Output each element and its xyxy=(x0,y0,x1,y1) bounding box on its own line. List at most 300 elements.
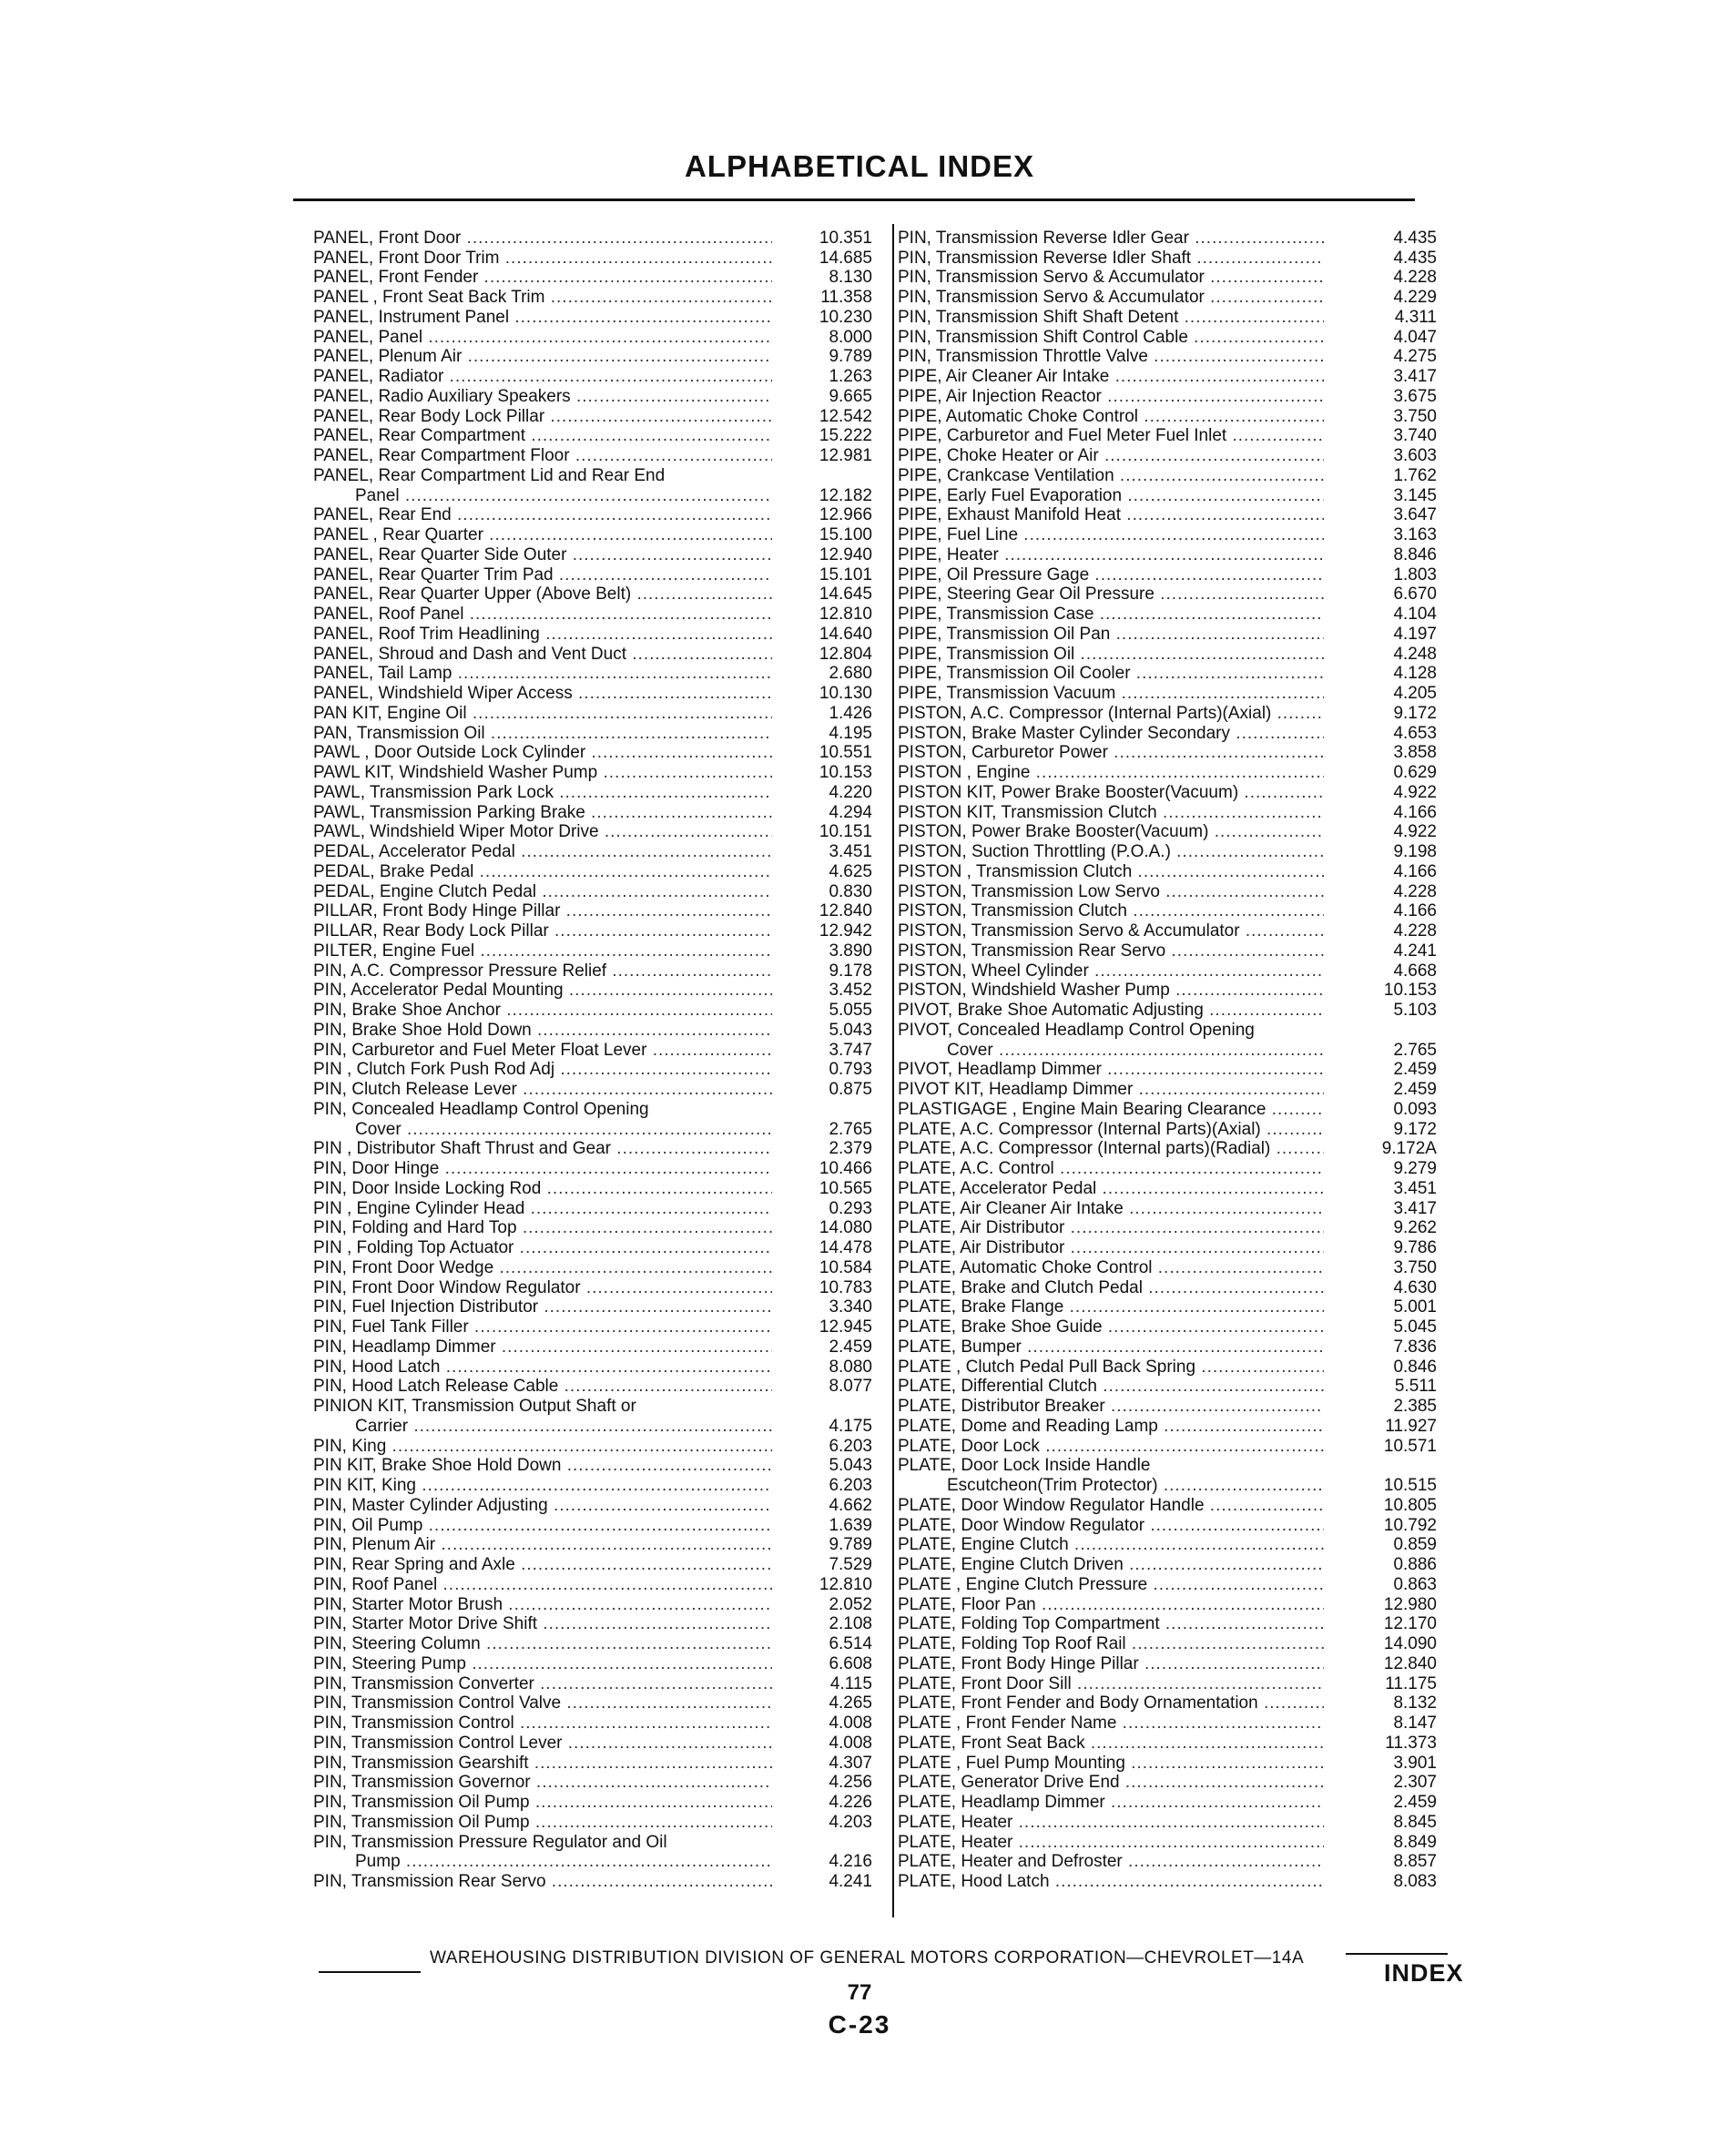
index-entry-name: PIN, Front Door Window Regulator ..... xyxy=(313,1278,772,1297)
index-entry xyxy=(890,802,1457,822)
index-entry xyxy=(890,1436,1457,1456)
index-entry-name: PISTON, Power Brake Booster(Vacuum) ..... xyxy=(890,822,1324,841)
index-entry-page: 14.685 xyxy=(819,248,872,268)
index-entry-page: 4.662 xyxy=(829,1495,872,1515)
index-entry-name: PANEL, Rear Compartment Floor ..... xyxy=(313,446,772,465)
index-entry-page: 5.043 xyxy=(829,1456,872,1476)
index-entry-name: PLATE , Clutch Pedal Pull Back Spring ..... xyxy=(890,1358,1324,1377)
index-entry-page: 0.830 xyxy=(829,881,872,901)
index-entry-name: PISTON, Transmission Servo & Accumulator ..... xyxy=(890,921,1324,941)
index-entry-name: PIVOT, Brake Shoe Automatic Adjusting ..... xyxy=(890,1001,1324,1020)
index-entry-name: PANEL, Front Door Trim ..... xyxy=(313,249,772,268)
index-entry-page: 4.195 xyxy=(829,723,872,743)
index-entry-name: PLATE, Dome and Reading Lamp ..... xyxy=(890,1417,1324,1436)
index-entry-page: 3.675 xyxy=(1393,386,1437,406)
index-entry xyxy=(313,1713,880,1733)
index-entry-name: PLATE, Brake Shoe Guide ..... xyxy=(890,1317,1324,1337)
index-entry-page: 12.810 xyxy=(819,1574,872,1594)
index-entry-page: 4.241 xyxy=(1393,941,1437,961)
index-entry-name: PIPE, Transmission Oil Cooler ..... xyxy=(890,664,1324,683)
index-entry xyxy=(313,901,880,921)
index-entry xyxy=(890,248,1457,268)
index-entry xyxy=(313,1475,880,1495)
index-entry-name: PIN, Transmission Servo & Accumulator ..... xyxy=(890,268,1324,287)
index-entry xyxy=(890,465,1457,485)
index-entry-page: 8.857 xyxy=(1393,1852,1437,1872)
index-entry xyxy=(890,564,1457,585)
index-entry xyxy=(313,485,880,505)
index-entry xyxy=(313,743,880,763)
index-entry-page: 4.166 xyxy=(1393,802,1437,822)
index-entry-name: PLATE, Air Distributor ..... xyxy=(890,1238,1324,1257)
index-entry-name: PIN, Transmission Control Lever ..... xyxy=(313,1734,772,1753)
index-entry xyxy=(313,683,880,703)
index-entry-page: 10.571 xyxy=(1383,1436,1437,1456)
index-entry-name: PEDAL, Brake Pedal ..... xyxy=(313,862,772,881)
page-code: C-23 xyxy=(828,2010,891,2039)
index-entry-name: PANEL, Rear Compartment ..... xyxy=(313,426,772,445)
index-entry xyxy=(313,1773,880,1793)
index-entry xyxy=(890,703,1457,723)
title-rule xyxy=(293,198,1415,201)
index-entry xyxy=(313,802,880,822)
index-entry-page: 0.629 xyxy=(1393,763,1437,782)
index-entry-page: 9.262 xyxy=(1393,1218,1437,1238)
index-entry-name: PLATE , Fuel Pump Mounting ..... xyxy=(890,1754,1324,1773)
index-entry-page: 12.840 xyxy=(1383,1653,1437,1673)
index-entry-name: PANEL, Rear Quarter Side Outer ..... xyxy=(313,545,772,564)
index-entry xyxy=(313,1317,880,1337)
index-entry-page: 3.417 xyxy=(1393,367,1437,386)
page-title: ALPHABETICAL INDEX xyxy=(684,149,1035,183)
index-entry-name: PANEL , Rear Quarter ..... xyxy=(313,525,772,544)
index-entry xyxy=(890,723,1457,743)
index-entry-name: PANEL, Panel ..... xyxy=(313,328,772,347)
index-entry xyxy=(890,1099,1457,1119)
index-entry-page: 8.130 xyxy=(829,268,872,288)
index-entry-name: PIN KIT, Brake Shoe Hold Down ..... xyxy=(313,1456,772,1475)
index-entry-name: PIN, Folding and Hard Top ..... xyxy=(313,1218,772,1237)
index-entry-page: 4.128 xyxy=(1393,664,1437,684)
index-entry xyxy=(890,1594,1457,1614)
index-entry xyxy=(890,1475,1457,1495)
index-entry xyxy=(313,1633,880,1653)
index-entry xyxy=(890,1535,1457,1555)
index-entry-page: 2.459 xyxy=(1393,1080,1437,1099)
index-entry-name: PIPE, Early Fuel Evaporation ..... xyxy=(890,486,1324,505)
index-entry-name: PISTON, Carburetor Power ..... xyxy=(890,743,1324,762)
index-entry xyxy=(313,1020,880,1040)
index-entry-name: PIN, Clutch Release Lever ..... xyxy=(313,1080,772,1099)
index-entry-name: PANEL, Radiator ..... xyxy=(313,367,772,386)
index-entry-page: 4.166 xyxy=(1393,901,1437,921)
index-entry xyxy=(313,406,880,426)
index-entry-page: 4.228 xyxy=(1393,881,1437,901)
index-entry xyxy=(313,465,880,485)
index-entry-page: 4.668 xyxy=(1393,961,1437,981)
index-entry xyxy=(313,1000,880,1020)
index-entry-page: 0.846 xyxy=(1393,1357,1437,1377)
index-entry xyxy=(313,644,880,664)
index-entry xyxy=(890,683,1457,703)
index-entry xyxy=(313,703,880,723)
index-entry xyxy=(313,1554,880,1574)
index-entry-page: 4.228 xyxy=(1393,268,1437,288)
index-entry-name: PLATE, Heater ..... xyxy=(890,1813,1324,1832)
index-entry-name: PIN, Carburetor and Fuel Meter Float Lever ..... xyxy=(313,1041,772,1060)
index-entry-page: 9.789 xyxy=(829,1535,872,1555)
index-entry-name: PLATE, Automatic Choke Control ..... xyxy=(890,1258,1324,1277)
index-entry-name: PIN , Engine Cylinder Head ..... xyxy=(313,1199,772,1218)
index-entry xyxy=(313,1357,880,1377)
index-entry-page: 4.307 xyxy=(829,1753,872,1773)
index-entry-page: 2.459 xyxy=(1393,1060,1437,1080)
index-entry xyxy=(890,1377,1457,1397)
index-entry xyxy=(313,1653,880,1673)
index-entry xyxy=(890,268,1457,288)
index-entry-page: 4.311 xyxy=(1394,307,1437,327)
index-entry-page: 2.052 xyxy=(829,1594,872,1614)
index-entry-page: 0.863 xyxy=(1393,1574,1437,1594)
index-entry-name: PISTON, Transmission Rear Servo ..... xyxy=(890,941,1324,961)
index-entry-name: PLATE, Brake and Clutch Pedal ..... xyxy=(890,1278,1324,1297)
index-entry-name: PLATE, Front Fender and Body Ornamentation ..... xyxy=(890,1693,1324,1713)
index-entry-name: PANEL, Rear End ..... xyxy=(313,505,772,524)
index-entry xyxy=(890,1158,1457,1178)
index-entry-name: PIPE, Heater ..... xyxy=(890,545,1324,564)
index-entry-name: PIN, Plenum Air ..... xyxy=(313,1535,772,1554)
index-entry-page: 9.789 xyxy=(829,347,872,367)
index-entry-page: 8.147 xyxy=(1393,1714,1437,1733)
index-entry-page: 10.151 xyxy=(819,822,872,842)
index-entry xyxy=(313,981,880,1001)
index-entry-name: PLATE, Folding Top Compartment ..... xyxy=(890,1614,1324,1633)
index-entry-page: 0.293 xyxy=(829,1198,872,1218)
index-entry-name: PANEL, Front Fender ..... xyxy=(313,268,772,287)
index-entry-page: 2.459 xyxy=(829,1337,872,1357)
index-entry xyxy=(890,1653,1457,1673)
index-entry-name: PIN, Transmission Servo & Accumulator ..... xyxy=(890,288,1324,307)
index-entry-name: PLATE, Differential Clutch ..... xyxy=(890,1377,1324,1396)
index-entry-page: 4.653 xyxy=(1393,723,1437,743)
index-entry-name: PIN KIT, King ..... xyxy=(313,1476,772,1495)
index-entry-name: PLATE, Distributor Breaker ..... xyxy=(890,1397,1324,1416)
index-entry-name: Carrier ..... xyxy=(313,1417,772,1436)
index-entry-name: PAN, Transmission Oil ..... xyxy=(313,724,772,743)
index-entry xyxy=(890,1317,1457,1337)
index-entry-page: 0.093 xyxy=(1393,1099,1437,1119)
index-entry xyxy=(313,1852,880,1872)
index-entry-page: 2.680 xyxy=(829,664,872,684)
index-entry-page: 4.047 xyxy=(1393,327,1437,347)
index-entry-name: PISTON KIT, Power Brake Booster(Vacuum) ..... xyxy=(890,783,1324,802)
index-entry-name: PLATE, Hood Latch ..... xyxy=(890,1872,1324,1891)
index-entry-page: 14.090 xyxy=(1383,1634,1437,1653)
index-entry-name: PIPE, Crankcase Ventilation ..... xyxy=(890,466,1324,485)
index-entry-name: PLATE, Heater and Defroster ..... xyxy=(890,1852,1324,1871)
index-entry-page: 6.670 xyxy=(1393,585,1437,605)
index-entry-name: PISTON, Transmission Low Servo ..... xyxy=(890,882,1324,901)
index-entry-page: 8.132 xyxy=(1393,1693,1437,1714)
footer-rule-left xyxy=(319,1971,421,1973)
index-entry-name: PLASTIGAGE , Engine Main Bearing Clearance ..... xyxy=(890,1100,1324,1119)
index-entry-page: 1.803 xyxy=(1393,564,1437,585)
index-entry-page: 12.980 xyxy=(1383,1594,1437,1614)
index-entry-name: Pump ..... xyxy=(313,1852,772,1871)
index-entry xyxy=(313,664,880,684)
index-entry-page: 12.804 xyxy=(819,644,872,664)
index-entry-name: PIN , Distributor Shaft Thrust and Gear ..... xyxy=(313,1139,772,1158)
index-entry xyxy=(890,1614,1457,1634)
index-entry xyxy=(313,1436,880,1456)
index-entry xyxy=(890,1257,1457,1277)
index-entry-page: 15.101 xyxy=(819,564,872,585)
index-entry-name: PIN, Transmission Governor ..... xyxy=(313,1773,772,1792)
index-entry-page: 0.859 xyxy=(1393,1535,1437,1555)
index-entry-name: PIN, A.C. Compressor Pressure Relief ..... xyxy=(313,961,772,981)
index-entry xyxy=(890,347,1457,367)
index-entry-name: PAWL, Transmission Park Lock ..... xyxy=(313,783,772,802)
index-entry-page: 1.426 xyxy=(829,703,872,723)
index-entry-name: Cover ..... xyxy=(313,1120,772,1139)
index-entry-page: 5.045 xyxy=(1393,1317,1437,1337)
index-entry xyxy=(313,585,880,605)
index-entry-page: 3.747 xyxy=(829,1040,872,1060)
index-entry-name: PANEL, Rear Body Lock Pillar ..... xyxy=(313,407,772,426)
index-entry xyxy=(313,386,880,406)
index-entry xyxy=(890,1456,1457,1476)
index-entry xyxy=(313,782,880,802)
index-entry-name: PIN, Transmission Control Valve ..... xyxy=(313,1693,772,1713)
index-entry-page: 4.229 xyxy=(1393,288,1437,307)
index-entry-page: 9.172A xyxy=(1381,1139,1437,1159)
index-entry-name: PLATE, Door Window Regulator ..... xyxy=(890,1516,1324,1535)
index-entry-name: PLATE, Heater ..... xyxy=(890,1833,1324,1852)
index-entry xyxy=(313,1673,880,1693)
index-entry-page: 5.103 xyxy=(1393,1001,1437,1020)
index-entry xyxy=(890,1020,1457,1040)
index-entry-page: 8.846 xyxy=(1393,544,1437,564)
index-entry-name: PLATE , Engine Clutch Pressure ..... xyxy=(890,1575,1324,1594)
index-entry xyxy=(890,644,1457,664)
index-entry-name: PIN, Transmission Shift Shaft Detent ..... xyxy=(890,308,1324,327)
index-entry-page: 3.451 xyxy=(829,842,872,861)
index-entry-page: 10.153 xyxy=(1383,981,1437,1001)
index-entry-page: 2.765 xyxy=(1393,1040,1437,1060)
index-entry xyxy=(890,1357,1457,1377)
index-entry-page: 4.175 xyxy=(829,1416,872,1436)
index-entry-page: 12.945 xyxy=(819,1317,872,1337)
index-entry xyxy=(890,1139,1457,1159)
index-entry xyxy=(313,426,880,446)
index-entry-page: 14.645 xyxy=(819,585,872,605)
index-entry-page: 2.379 xyxy=(829,1139,872,1159)
index-entry xyxy=(890,1812,1457,1832)
index-entry xyxy=(890,1753,1457,1773)
index-entry-page: 2.307 xyxy=(1393,1773,1437,1793)
index-entry-page: 11.927 xyxy=(1385,1416,1437,1436)
index-entry-page: 9.665 xyxy=(829,386,872,406)
index-entry-name: PIN, Roof Panel ..... xyxy=(313,1575,772,1594)
index-entry-page: 6.203 xyxy=(829,1436,872,1456)
index-entry-page: 9.198 xyxy=(1393,842,1437,861)
index-entry-page: 4.226 xyxy=(829,1793,872,1812)
index-entry-name: PANEL, Rear Compartment Lid and Rear End xyxy=(313,465,666,485)
index-entry-name: PIN, Transmission Pressure Regulator and Oil xyxy=(313,1832,667,1852)
index-entry xyxy=(890,1495,1457,1515)
index-entry-name: PISTON, Windshield Washer Pump ..... xyxy=(890,981,1324,1000)
index-entry xyxy=(313,268,880,288)
index-entry-name: Cover ..... xyxy=(890,1041,1324,1060)
index-entry-page: 4.630 xyxy=(1393,1277,1437,1297)
index-entry-name: PANEL, Shroud and Dash and Vent Duct ..... xyxy=(313,645,772,664)
index-entry-page: 3.451 xyxy=(1393,1178,1437,1198)
index-entry-name: PIPE, Fuel Line ..... xyxy=(890,525,1324,544)
index-entry-name: PLATE, Air Cleaner Air Intake ..... xyxy=(890,1199,1324,1218)
index-entry xyxy=(890,1297,1457,1317)
index-entry-name: PIPE, Air Injection Reactor ..... xyxy=(890,387,1324,406)
index-entry-page: 5.001 xyxy=(1393,1297,1437,1317)
index-entry-name: PIN, Concealed Headlamp Control Opening xyxy=(313,1099,649,1119)
index-entry-page: 7.836 xyxy=(1393,1337,1437,1357)
index-entry xyxy=(313,366,880,386)
index-entry-page: 4.241 xyxy=(829,1872,872,1891)
index-entry-page: 10.792 xyxy=(1383,1515,1437,1535)
index-entry-page: 12.940 xyxy=(819,544,872,564)
index-entry-page: 15.100 xyxy=(819,525,872,544)
index-entry xyxy=(313,841,880,861)
index-entry-page: 14.080 xyxy=(819,1218,872,1238)
index-entry-name: PANEL, Rear Quarter Upper (Above Belt) ..... xyxy=(313,585,772,604)
index-entry-page: 11.175 xyxy=(1385,1673,1437,1693)
index-entry-page: 5.043 xyxy=(829,1020,872,1040)
index-entry-name: PLATE, Brake Flange ..... xyxy=(890,1297,1324,1317)
index-entry-name: PIN, Transmission Rear Servo ..... xyxy=(313,1872,772,1891)
index-entry-page: 3.145 xyxy=(1393,485,1437,505)
index-entry-name: PIVOT, Concealed Headlamp Control Opening xyxy=(898,1020,1255,1040)
index-entry xyxy=(313,822,880,842)
index-entry xyxy=(313,228,880,248)
index-entry-name: PISTON , Engine ..... xyxy=(890,763,1324,782)
index-entry-page: 4.435 xyxy=(1393,228,1437,248)
index-entry xyxy=(313,1495,880,1515)
index-entry-name: PANEL , Front Seat Back Trim ..... xyxy=(313,288,772,307)
index-entry-name: PIN, Starter Motor Brush ..... xyxy=(313,1595,772,1614)
index-entry xyxy=(313,1257,880,1277)
index-entry-page: 11.373 xyxy=(1385,1733,1437,1753)
index-entry-name: PLATE , Front Fender Name ..... xyxy=(890,1714,1324,1733)
index-entry xyxy=(313,604,880,624)
index-entry-page: 9.279 xyxy=(1393,1159,1437,1178)
index-entry-page: 9.786 xyxy=(1393,1238,1437,1257)
index-entry xyxy=(313,1040,880,1060)
index-entry-page: 2.385 xyxy=(1393,1397,1437,1416)
index-entry-page: 6.608 xyxy=(829,1653,872,1673)
index-entry-name: PILLAR, Front Body Hinge Pillar ..... xyxy=(313,901,772,920)
index-entry xyxy=(890,1852,1457,1872)
index-entry-name: PLATE, Door Window Regulator Handle ..... xyxy=(890,1496,1324,1515)
index-entry xyxy=(313,564,880,585)
index-entry xyxy=(313,1139,880,1159)
index-entry xyxy=(313,1099,880,1119)
index-entry xyxy=(890,1218,1457,1238)
index-entry-name: PANEL, Radio Auxiliary Speakers ..... xyxy=(313,387,772,406)
index-entry-name: PISTON KIT, Transmission Clutch ..... xyxy=(890,803,1324,822)
index-entry xyxy=(890,822,1457,842)
index-entry-name: PIN, Starter Motor Drive Shift ..... xyxy=(313,1614,772,1633)
index-entry xyxy=(890,961,1457,981)
index-entry-name: PLATE, Air Distributor ..... xyxy=(890,1218,1324,1237)
index-entry-name: PIN, Transmission Oil Pump ..... xyxy=(313,1813,772,1832)
index-entry xyxy=(890,1693,1457,1714)
index-entry-page: 4.256 xyxy=(829,1773,872,1793)
index-entry-page: 3.890 xyxy=(829,941,872,961)
index-entry-page: 4.203 xyxy=(829,1812,872,1832)
index-entry-name: PANEL, Roof Panel ..... xyxy=(313,605,772,624)
index-entry xyxy=(313,1416,880,1436)
index-entry-name: PIN, Transmission Reverse Idler Shaft ..... xyxy=(890,249,1324,268)
index-entry-name: PIN, Brake Shoe Anchor ..... xyxy=(313,1001,772,1020)
index-entry-name: PIPE, Choke Heater or Air ..... xyxy=(890,446,1324,465)
index-entry xyxy=(313,723,880,743)
index-entry-page: 3.740 xyxy=(1393,426,1437,446)
index-entry xyxy=(313,287,880,307)
index-entry-page: 8.000 xyxy=(829,327,872,347)
index-entry-name: PAWL, Windshield Wiper Motor Drive ..... xyxy=(313,822,772,841)
index-entry-page: 3.750 xyxy=(1393,1257,1437,1277)
index-entry xyxy=(890,1673,1457,1693)
index-entry xyxy=(890,743,1457,763)
index-entry xyxy=(313,1396,880,1416)
index-entry-page: 4.166 xyxy=(1393,861,1437,881)
index-entry-page: 10.565 xyxy=(819,1178,872,1198)
index-entry-page: 3.603 xyxy=(1393,446,1437,465)
index-entry-page: 0.793 xyxy=(829,1060,872,1080)
index-entry-name: PIN, Door Hinge ..... xyxy=(313,1159,772,1178)
index-entry-page: 3.163 xyxy=(1393,525,1437,544)
index-entry-page: 3.901 xyxy=(1393,1753,1437,1773)
index-entry-name: PISTON, A.C. Compressor (Internal Parts)(Axial) ..... xyxy=(890,704,1324,723)
index-entry-name: PIN, Fuel Tank Filler ..... xyxy=(313,1317,772,1337)
index-entry-page: 4.008 xyxy=(829,1733,872,1753)
index-entry-name: PLATE, Engine Clutch ..... xyxy=(890,1535,1324,1554)
index-entry-name: PIN , Clutch Fork Push Rod Adj ..... xyxy=(313,1060,772,1079)
index-entry xyxy=(313,961,880,981)
index-entry xyxy=(890,1554,1457,1574)
index-entry-name: PISTON, Suction Throttling (P.O.A.) ..... xyxy=(890,842,1324,861)
index-entry-name: PAWL, Transmission Parking Brake ..... xyxy=(313,803,772,822)
index-entry-name: PIN, Transmission Converter ..... xyxy=(313,1674,772,1693)
index-entry xyxy=(890,624,1457,644)
index-entry-name: PIPE, Steering Gear Oil Pressure ..... xyxy=(890,585,1324,604)
index-entry-page: 10.153 xyxy=(819,763,872,782)
index-entry xyxy=(890,366,1457,386)
index-entry xyxy=(890,1337,1457,1357)
index-entry xyxy=(313,1574,880,1594)
index-entry xyxy=(313,248,880,268)
index-entry xyxy=(890,941,1457,961)
index-entry xyxy=(890,485,1457,505)
index-entry xyxy=(313,941,880,961)
index-entry xyxy=(890,1416,1457,1436)
index-entry xyxy=(313,307,880,327)
index-entry xyxy=(313,445,880,465)
index-entry xyxy=(890,1178,1457,1198)
index-entry xyxy=(313,505,880,525)
index-entry-page: 3.452 xyxy=(829,981,872,1001)
index-entry-name: PLATE, Door Lock Inside Handle xyxy=(898,1456,1151,1476)
index-entry-name: PISTON, Transmission Clutch ..... xyxy=(890,901,1324,920)
